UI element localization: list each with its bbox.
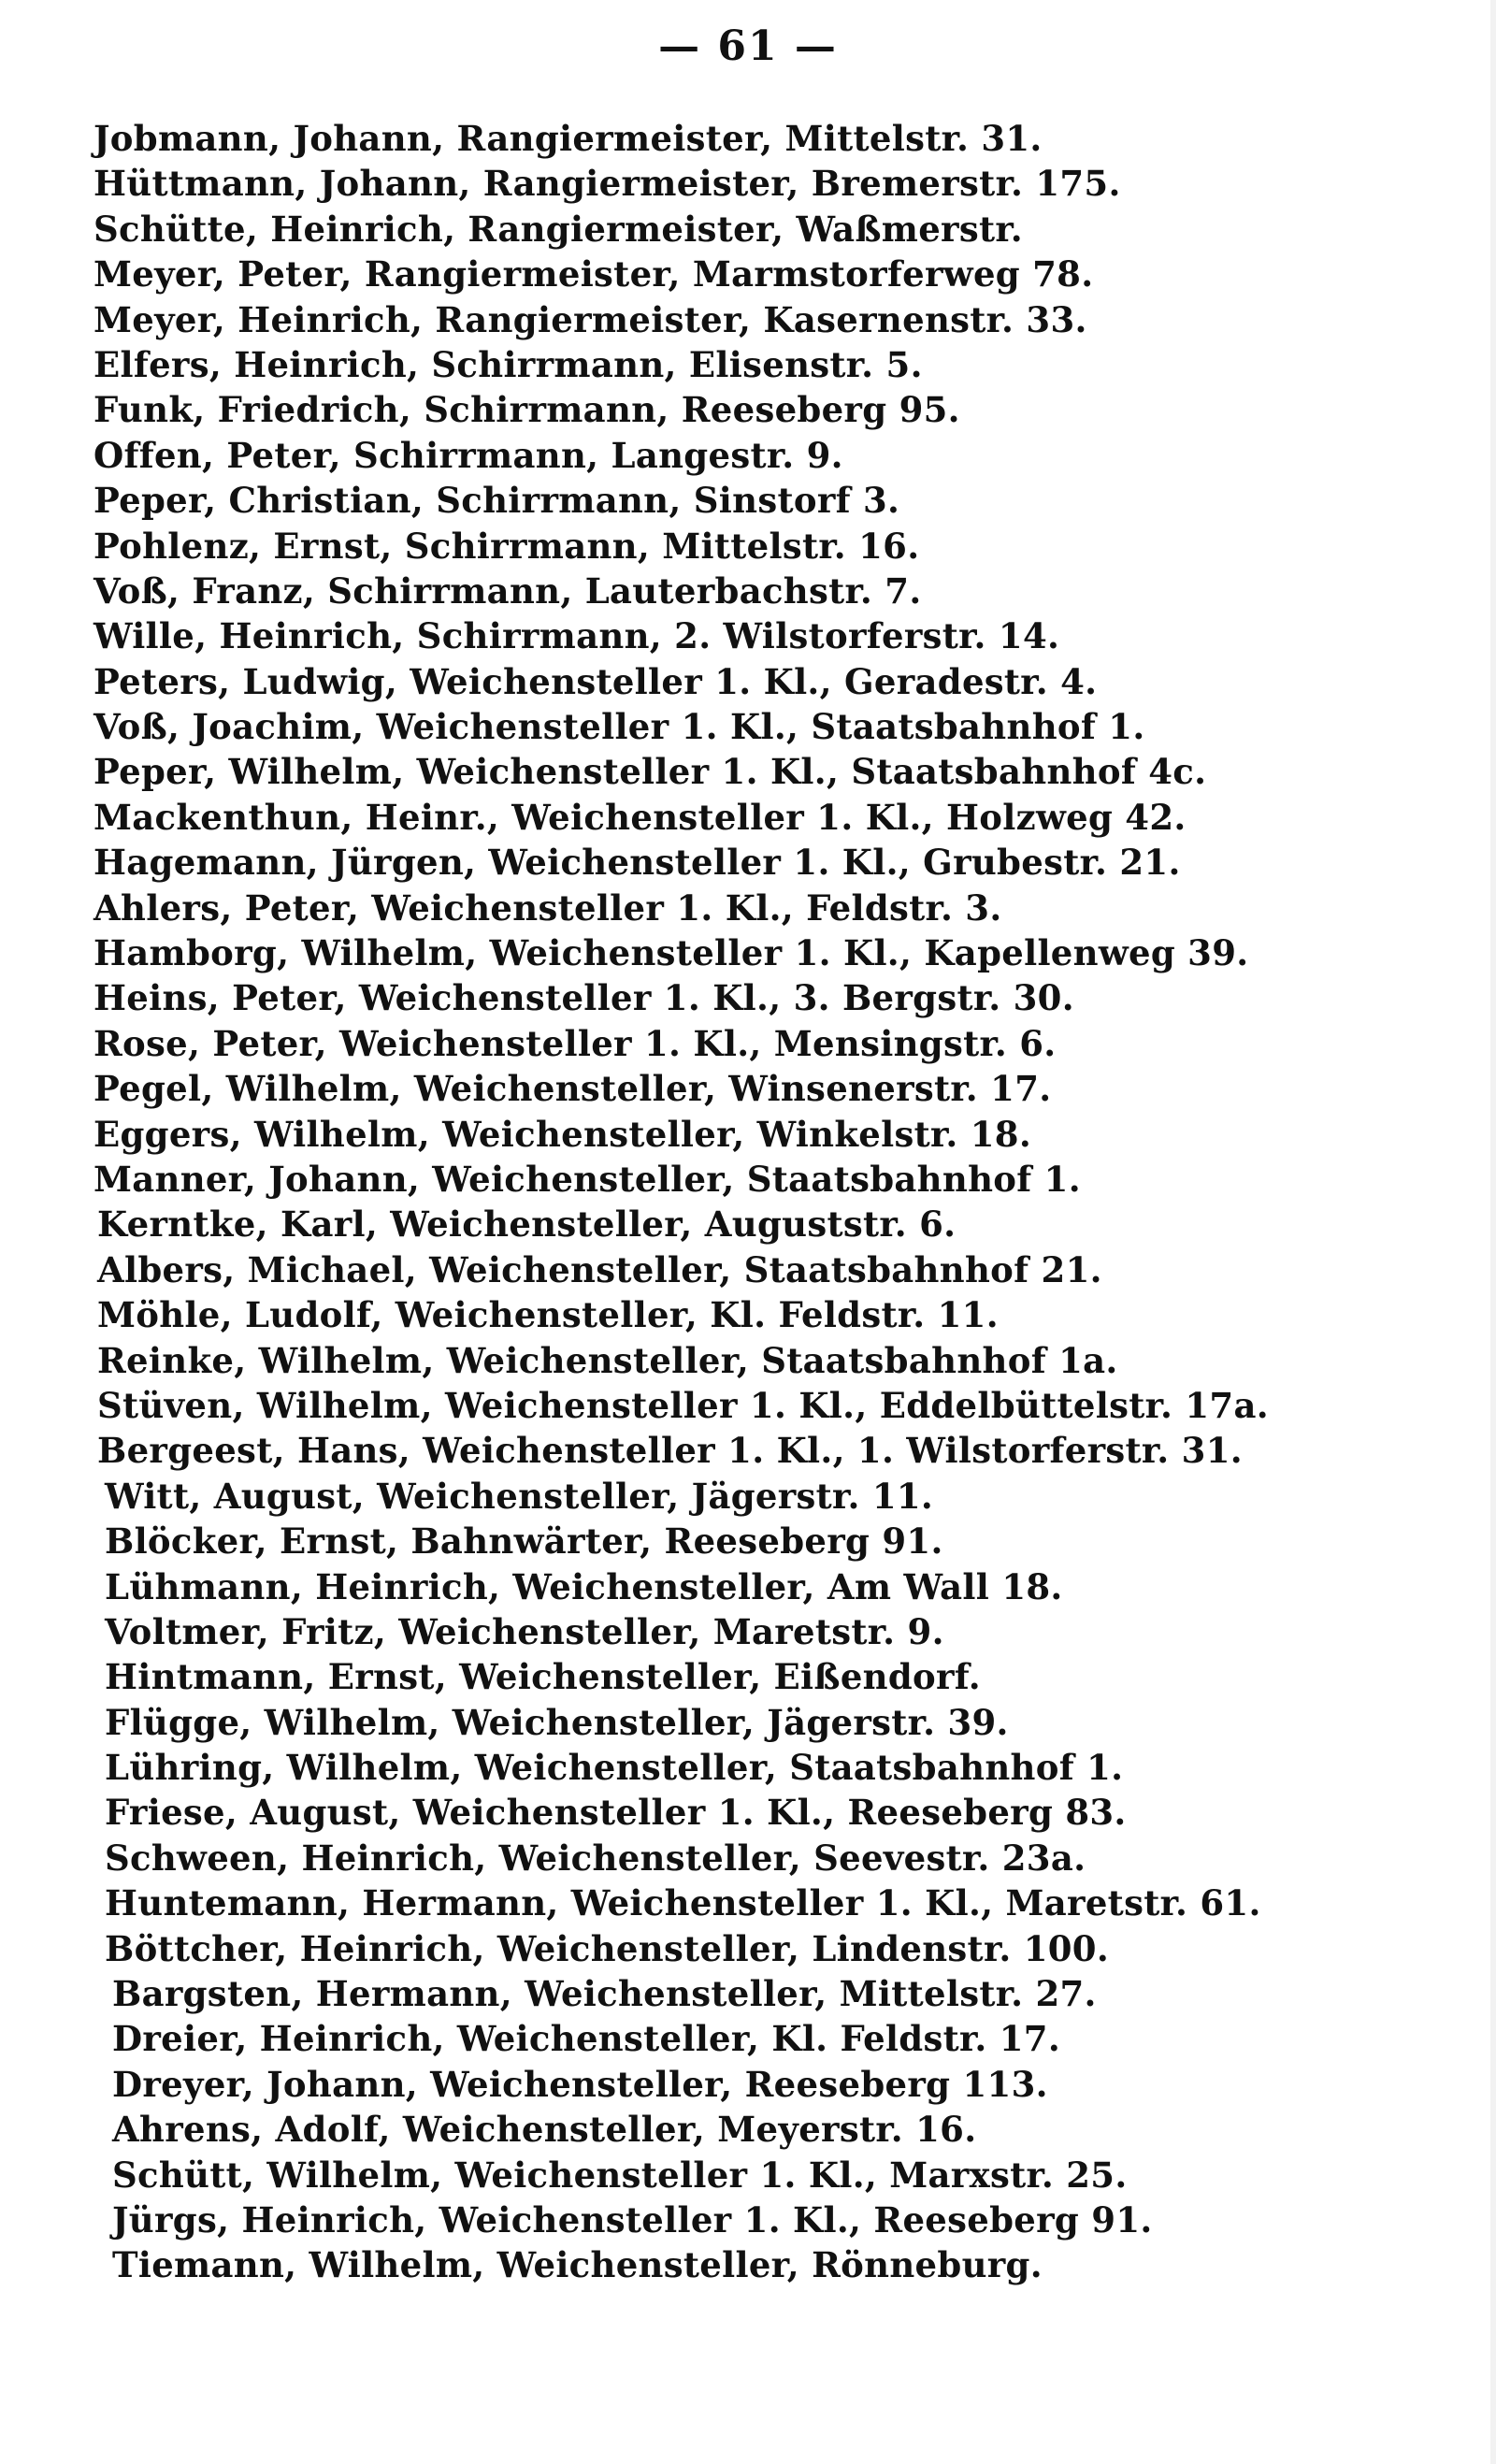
list-item: Friese, August, Weichensteller 1. Kl., Reeseberg 83.	[105, 1792, 1127, 1834]
list-item: Böttcher, Heinrich, Weichensteller, Lindenstr. 100.	[105, 1927, 1110, 1969]
list-item: Voß, Joachim, Weichensteller 1. Kl., Staatsbahnhof 1.	[94, 706, 1145, 748]
list-item: Lühmann, Heinrich, Weichensteller, Am Wall 18.	[105, 1565, 1063, 1607]
list-item: Funk, Friedrich, Schirrmann, Reeseberg 95.	[94, 389, 960, 431]
page-edge-shadow	[1490, 0, 1496, 2464]
list-item: Albers, Michael, Weichensteller, Staatsbahnhof 21.	[97, 1248, 1102, 1290]
list-item: Peper, Christian, Schirrmann, Sinstorf 3.	[94, 480, 900, 522]
list-item: Wille, Heinrich, Schirrmann, 2. Wilstorferstr. 14.	[94, 615, 1060, 657]
list-item: Jürgs, Heinrich, Weichensteller 1. Kl., Reeseberg 91.	[112, 2198, 1153, 2241]
list-item: Pohlenz, Ernst, Schirrmann, Mittelstr. 16.	[94, 525, 920, 567]
list-item: Heins, Peter, Weichensteller 1. Kl., 3. Bergstr. 30.	[94, 977, 1074, 1019]
list-item: Reinke, Wilhelm, Weichensteller, Staatsbahnhof 1a.	[97, 1339, 1118, 1381]
list-item: Möhle, Ludolf, Weichensteller, Kl. Feldstr. 11.	[97, 1294, 999, 1336]
list-item: Ahrens, Adolf, Weichensteller, Meyerstr. 16.	[112, 2109, 977, 2151]
list-item: Pegel, Wilhelm, Weichensteller, Winsenerstr. 17.	[94, 1068, 1052, 1110]
list-item: Kerntke, Karl, Weichensteller, Auguststr. 6.	[97, 1203, 957, 1246]
list-item: Eggers, Wilhelm, Weichensteller, Winkelstr. 18.	[94, 1113, 1032, 1155]
list-item: Dreyer, Johann, Weichensteller, Reeseberg 113.	[112, 2063, 1048, 2105]
list-item: Meyer, Peter, Rangiermeister, Marmstorferweg 78.	[94, 253, 1094, 295]
list-item: Hamborg, Wilhelm, Weichensteller 1. Kl., Kapellenweg 39.	[94, 932, 1249, 974]
list-item: Schütte, Heinrich, Rangiermeister, Waßmerstr.	[94, 208, 1023, 250]
list-item: Lühring, Wilhelm, Weichensteller, Staatsbahnhof 1.	[105, 1747, 1124, 1789]
list-item: Blöcker, Ernst, Bahnwärter, Reeseberg 91.	[105, 1520, 943, 1563]
list-item: Dreier, Heinrich, Weichensteller, Kl. Feldstr. 17.	[112, 2018, 1060, 2060]
list-item: Offen, Peter, Schirrmann, Langestr. 9.	[94, 434, 843, 476]
directory-list	[94, 116, 1449, 2288]
list-item: Bergeest, Hans, Weichensteller 1. Kl., 1. Wilstorferstr. 31.	[97, 1430, 1243, 1472]
list-item: Hagemann, Jürgen, Weichensteller 1. Kl., Grubestr. 21.	[94, 842, 1181, 884]
list-item: Mackenthun, Heinr., Weichensteller 1. Kl., Holzweg 42.	[94, 796, 1187, 838]
list-item: Hintmann, Ernst, Weichensteller, Eißendorf.	[105, 1656, 981, 1698]
list-item: Schween, Heinrich, Weichensteller, Seevestr. 23a.	[105, 1837, 1086, 1879]
list-item: Hüttmann, Johann, Rangiermeister, Bremerstr. 175.	[94, 163, 1121, 205]
list-item: Peters, Ludwig, Weichensteller 1. Kl., Geradestr. 4.	[94, 660, 1098, 702]
list-item: Witt, August, Weichensteller, Jägerstr. 11.	[105, 1475, 934, 1517]
list-item: Peper, Wilhelm, Weichensteller 1. Kl., Staatsbahnhof 4c.	[94, 751, 1207, 793]
list-item: Manner, Johann, Weichensteller, Staatsbahnhof 1.	[94, 1158, 1081, 1200]
list-item: Bargsten, Hermann, Weichensteller, Mittelstr. 27.	[112, 1973, 1097, 2015]
list-item: Tiemann, Wilhelm, Weichensteller, Rönneburg.	[112, 2244, 1043, 2286]
list-item: Elfers, Heinrich, Schirrmann, Elisenstr. 5.	[94, 343, 923, 385]
list-item: Meyer, Heinrich, Rangiermeister, Kasernenstr. 33.	[94, 298, 1087, 340]
list-item: Stüven, Wilhelm, Weichensteller 1. Kl., Eddelbüttelstr. 17a.	[97, 1384, 1269, 1426]
list-item: Voß, Franz, Schirrmann, Lauterbachstr. 7.	[94, 569, 922, 612]
list-item: Schütt, Wilhelm, Weichensteller 1. Kl., Marxstr. 25.	[112, 2154, 1128, 2196]
list-item: Flügge, Wilhelm, Weichensteller, Jägerstr. 39.	[105, 1701, 1009, 1743]
list-item: Huntemann, Hermann, Weichensteller 1. Kl., Maretstr. 61.	[105, 1882, 1261, 1924]
list-item: Voltmer, Fritz, Weichensteller, Maretstr. 9.	[105, 1610, 944, 1652]
page-number: — 61 —	[658, 22, 838, 70]
list-item: Rose, Peter, Weichensteller 1. Kl., Mensingstr. 6.	[94, 1022, 1057, 1064]
list-item: Jobmann, Johann, Rangiermeister, Mittelstr. 31.	[94, 118, 1043, 159]
list-item: Ahlers, Peter, Weichensteller 1. Kl., Feldstr. 3.	[94, 886, 1002, 929]
